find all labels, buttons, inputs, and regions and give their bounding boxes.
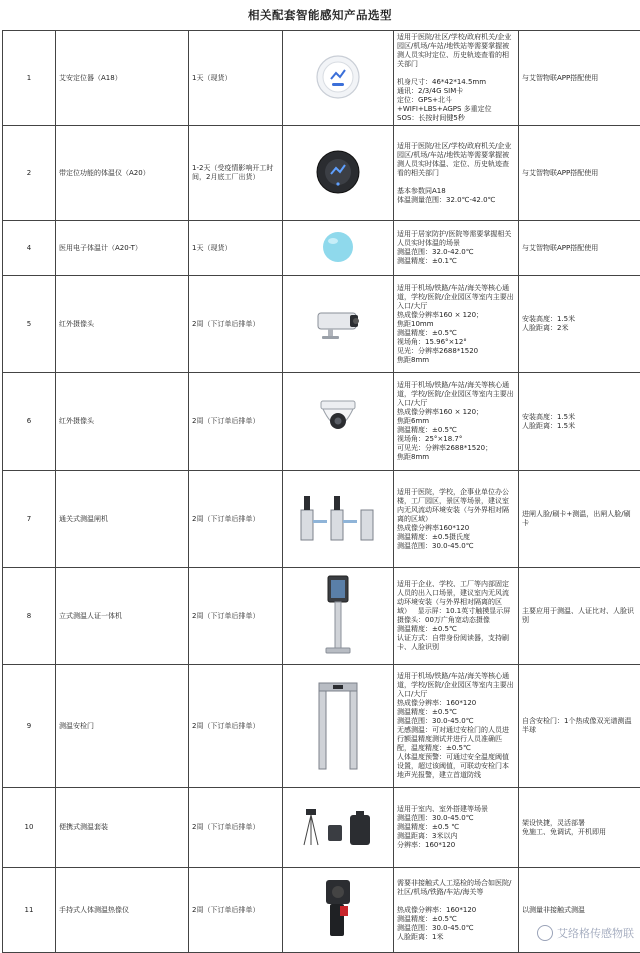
product-image (283, 568, 394, 665)
product-description: 适用于医院/社区/学校/政府机关/企业园区/机场/车站/地铁站等需要掌握被测人员实时定位、历史轨迹查看的相关部门 机身尺寸：46*42*14.5mm 通讯：2/3/4G SIM卡 定位：GPS+北斗+WIFI+LBS+AGPS 多重定位 SOS：长按时间键5秒 (394, 31, 519, 126)
product-description: 适用于居家防护/医院等需要掌握相关人员实时体温的场景 测温范围：32.0-42.0℃ 测温精度：±0.1℃ (394, 221, 519, 276)
product-image (283, 868, 394, 953)
walkthrough-gate-icon (313, 675, 363, 775)
product-name: 红外摄像头 (56, 373, 189, 471)
product-name: 测温安检门 (56, 665, 189, 788)
table-row (3, 373, 640, 471)
table-row (3, 31, 640, 126)
product-note: 进闸人脸/刷卡+测温，出闸人脸/刷卡 (519, 471, 640, 568)
product-description: 适用于机场/铁路/车站/海关等核心通道，学校/医院/企业园区等室内主要出入口/大厅 热成像分辨率160 × 120； 焦距6mm 测温精度：±0.5℃ 视场角：25°×18.7° 可见光：分辨率2688*1520； 焦距8mm (394, 373, 519, 471)
delivery-time: 2周（下订单后排单） (189, 665, 283, 788)
product-image (283, 665, 394, 788)
delivery-time: 1天（现货） (189, 221, 283, 276)
product-description: 适用于室内、室外搭建等场景 测温范围：30.0-45.0℃ 测温精度：±0.5 ℃ 测温距离：3米以内 分辨率：160*120 (394, 788, 519, 868)
thermometer-locator-icon (313, 147, 363, 197)
turnstile-gate-icon (293, 490, 383, 546)
product-image (283, 221, 394, 276)
product-image (283, 788, 394, 868)
product-note: 自含安检门：1个热成像双光谱测温半球 (519, 665, 640, 788)
watermark-text: 艾络格传感物联 (557, 925, 634, 941)
product-note: 与艾智物联APP搭配使用 (519, 126, 640, 221)
table-row (3, 665, 640, 788)
product-image (283, 126, 394, 221)
product-image (283, 471, 394, 568)
product-name: 带定位功能的体温仪（A20） (56, 126, 189, 221)
dome-camera-icon (313, 397, 363, 443)
kiosk-terminal-icon (318, 572, 358, 658)
table-row (3, 221, 640, 276)
product-description: 适用于医院/社区/学校/政府机关/企业园区/机场/车站/地铁站等需要掌握被测人员实时体温、定位、历史轨迹查看的相关部门 基本参数同A18 体温测量范围：32.0℃-42.0℃ (394, 126, 519, 221)
row-index: 1 (3, 31, 56, 126)
product-name: 通关式测温闸机 (56, 471, 189, 568)
delivery-time: 2周（下订单后排单） (189, 471, 283, 568)
table-row (3, 276, 640, 373)
table-row (3, 568, 640, 665)
product-image (283, 31, 394, 126)
row-index: 2 (3, 126, 56, 221)
product-name: 医用电子体温计（A20-T） (56, 221, 189, 276)
product-note: 主要应用于测温、人证比对、人脸识别 (519, 568, 640, 665)
table-row (3, 126, 640, 221)
watermark (537, 925, 634, 941)
product-note: 安装高度：1.5米 人脸距离：2米 (519, 276, 640, 373)
row-index: 5 (3, 276, 56, 373)
wechat-icon (537, 925, 553, 941)
product-name: 便携式测温套装 (56, 788, 189, 868)
product-description: 适用于医院，学校，企事业单位办公楼，工厂园区，景区等场景，建议室内无风流动环境安装（与外界相对隔离的区域） 热成像分辨率160*120 测温精度：±0.5摄氏度 测温范围：30.0-45.0℃ (394, 471, 519, 568)
product-name: 艾安定位器（A18） (56, 31, 189, 126)
delivery-time: 2周（下订单后排单） (189, 276, 283, 373)
product-name: 红外摄像头 (56, 276, 189, 373)
delivery-time: 2周（下订单后排单） (189, 568, 283, 665)
ear-thermometer-icon (318, 227, 358, 267)
product-description: 需要非接触式人工巡检的场合如医院/社区/机场/铁路/车站/海关等 热成像分辨率：160*120 测温精度：±0.5℃ 测温范围：30.0-45.0℃ 人脸距离：1米 (394, 868, 519, 953)
row-index: 7 (3, 471, 56, 568)
row-index: 6 (3, 373, 56, 471)
product-description: 适用于机场/铁路/车站/海关等核心通道，学校/医院/企业园区等室内主要出入口/大厅 热成像分辨率：160*120 测温精度：±0.5℃ 测温范围：30.0-45.0℃ 无感测温：可对通过安检门的人员进行额温精度测试并进行人员准确匹配，温度精度：±0.5℃ 人体温度预警：可通过安全温度阈值设置，超过该阈值，可联动安检门本地声光报警，建立首道防线 (394, 665, 519, 788)
product-table (2, 30, 640, 953)
product-image (283, 276, 394, 373)
portable-kit-icon (298, 801, 378, 851)
row-index: 11 (3, 868, 56, 953)
product-note: 以测量非接触式测温 (519, 868, 640, 953)
row-index: 4 (3, 221, 56, 276)
product-description: 适用于企业、学校、工厂等内部固定人员的出入口场景，建议室内无风流动环境安装（与外界相对隔离的区域） 显示屏：10.1英寸触摸显示屏 摄像头：00万广角宽动态摄像 测温精度：±0.5℃ 认证方式：自带身份阅读器，支持刷卡、人脸识别 (394, 568, 519, 665)
product-note: 与艾智物联APP搭配使用 (519, 31, 640, 126)
product-note: 安装高度：1.5米 人脸距离：1.5米 (519, 373, 640, 471)
delivery-time: 1-2天（受疫情影响开工时间，2月底工厂出货） (189, 126, 283, 221)
delivery-time: 2周（下订单后排单） (189, 373, 283, 471)
delivery-time: 1天（现货） (189, 31, 283, 126)
product-name: 手持式人体测温热像仪 (56, 868, 189, 953)
bullet-camera-icon (308, 303, 368, 343)
page-title: 相关配套智能感知产品选型 (0, 0, 640, 30)
handheld-thermal-camera-icon (318, 874, 358, 944)
row-index: 8 (3, 568, 56, 665)
row-index: 10 (3, 788, 56, 868)
table-row (3, 471, 640, 568)
delivery-time: 2周（下订单后排单） (189, 788, 283, 868)
product-note: 与艾智物联APP搭配使用 (519, 221, 640, 276)
product-note: 架设快捷，灵活部署 免施工、免调试，开机即用 (519, 788, 640, 868)
locator-device-icon (313, 52, 363, 102)
product-image (283, 373, 394, 471)
delivery-time: 2周（下订单后排单） (189, 868, 283, 953)
product-name: 立式测温人证一体机 (56, 568, 189, 665)
product-description: 适用于机场/铁路/车站/海关等核心通道，学校/医院/企业园区等室内主要出入口/大厅 热成像分辨率160 × 120； 焦距10mm 测温精度：±0.5℃ 视场角：15.96°×12° 见光：分辨率2688*1520 焦距8mm (394, 276, 519, 373)
row-index: 9 (3, 665, 56, 788)
table-row (3, 788, 640, 868)
